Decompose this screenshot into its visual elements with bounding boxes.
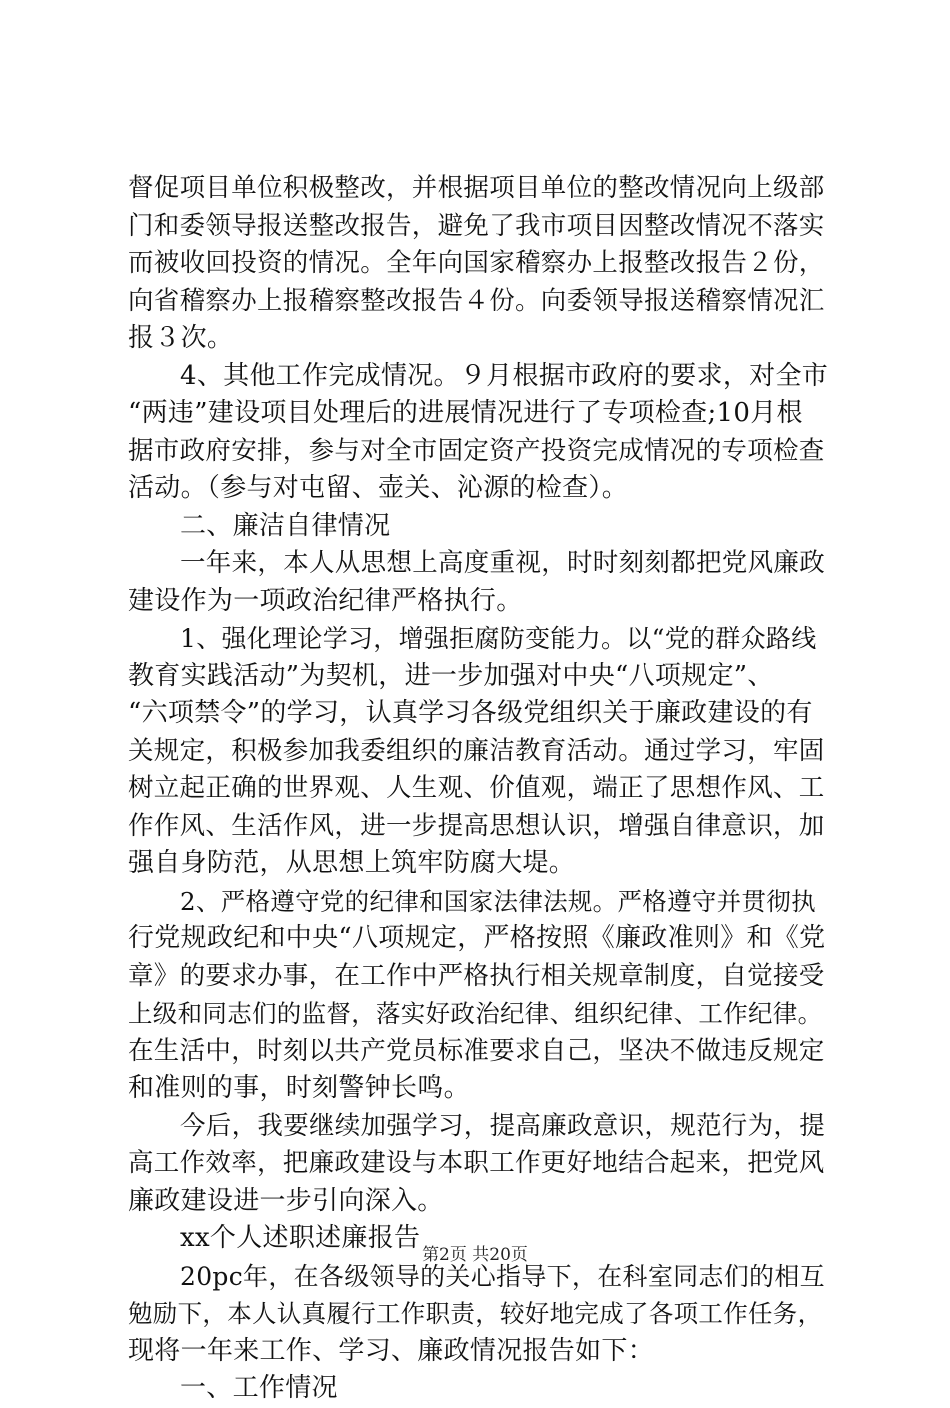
text-line: 而被收回投资的情况。全年向国家稽察办上报整改报告２份，	[128, 248, 825, 278]
text-line: 强自身防范，从思想上筑牢防腐大堤。	[128, 848, 576, 878]
text-line: “两违”建设项目处理后的进展情况进行了专项检查;10月根	[128, 398, 803, 428]
text-line: 高工作效率，把廉政建设与本职工作更好地结合起来，把党风	[128, 1148, 825, 1178]
text-line: “六项禁令”的学习，认真学习各级党组织关于廉政建设的有	[128, 698, 813, 728]
page-footer	[0, 1240, 950, 1265]
text-line: 1、强化理论学习，增强拒腐防变能力。以“党的群众路线	[180, 624, 817, 653]
text-line: 廉政建设进一步引向深入。	[128, 1185, 444, 1216]
text-line: 据市政府安排，参与对全市固定资产投资完成情况的专项检查	[128, 435, 825, 466]
text-line: 现将一年来工作、学习、廉政情况报告如下：	[128, 1335, 655, 1366]
text-line: 一、工作情况	[180, 1373, 338, 1403]
text-line: 和准则的事，时刻警钟长鸣。	[128, 1073, 470, 1103]
text-line: 在生活中，时刻以共产党员标准要求自己，坚决不做违反规定	[128, 1035, 825, 1066]
text-line: xx个人述职述廉报告	[180, 1223, 421, 1253]
text-line: 门和委领导报送整改报告，避免了我市项目因整改情况不落实	[128, 210, 825, 241]
text-line: 活动。（参与对屯留、壶关、沁源的检查）。	[128, 473, 629, 503]
text-line: 勉励下，本人认真履行工作职责，较好地完成了各项工作任务，	[128, 1299, 823, 1328]
text-line: 2、严格遵守党的纪律和国家法律法规。严格遵守并贯彻执	[180, 886, 816, 916]
text-line: 上级和同志们的监督，落实好政治纪律、组织纪律、工作纪律。	[128, 999, 823, 1028]
text-line: 督促项目单位积极整改，并根据项目单位的整改情况向上级部	[128, 173, 825, 203]
text-line: 20pc年，在各级领导的关心指导下，在科室同志们的相互	[180, 1261, 825, 1291]
text-line: 作作风、生活作风，进一步提高思想认识，增强自律意识，加	[128, 810, 825, 841]
text-line: 二、廉洁自律情况	[180, 510, 391, 541]
text-line: 行党规政纪和中央“八项规定，严格按照《廉政准则》和《党	[128, 923, 826, 953]
text-line: 树立起正确的世界观、人生观、价值观，端正了思想作风、工	[128, 773, 825, 803]
text-line: 关规定，积极参加我委组织的廉洁教育活动。通过学习，牢固	[128, 735, 825, 766]
text-line: 向省稽察办上报稽察整改报告４份。向委领导报送稽察情况汇	[128, 285, 825, 316]
text-line: 4、其他工作完成情况。９月根据市政府的要求，对全市	[180, 360, 829, 391]
text-line: 今后，我要继续加强学习，提高廉政意识，规范行为，提	[180, 1110, 826, 1141]
text-line: 章》的要求办事，在工作中严格执行相关规章制度，自觉接受	[128, 960, 825, 991]
text-line: 教育实践活动”为契机，进一步加强对中央“八项规定”、	[128, 660, 774, 691]
text-line: 一年来，本人从思想上高度重视，时时刻刻都把党风廉政	[180, 548, 826, 578]
text-line: 报３次。	[128, 323, 234, 353]
page-number-label: 第2页 共20页	[422, 1245, 528, 1265]
text-line: 建设作为一项政治纪律严格执行。	[128, 585, 523, 616]
document-body	[128, 170, 828, 1408]
